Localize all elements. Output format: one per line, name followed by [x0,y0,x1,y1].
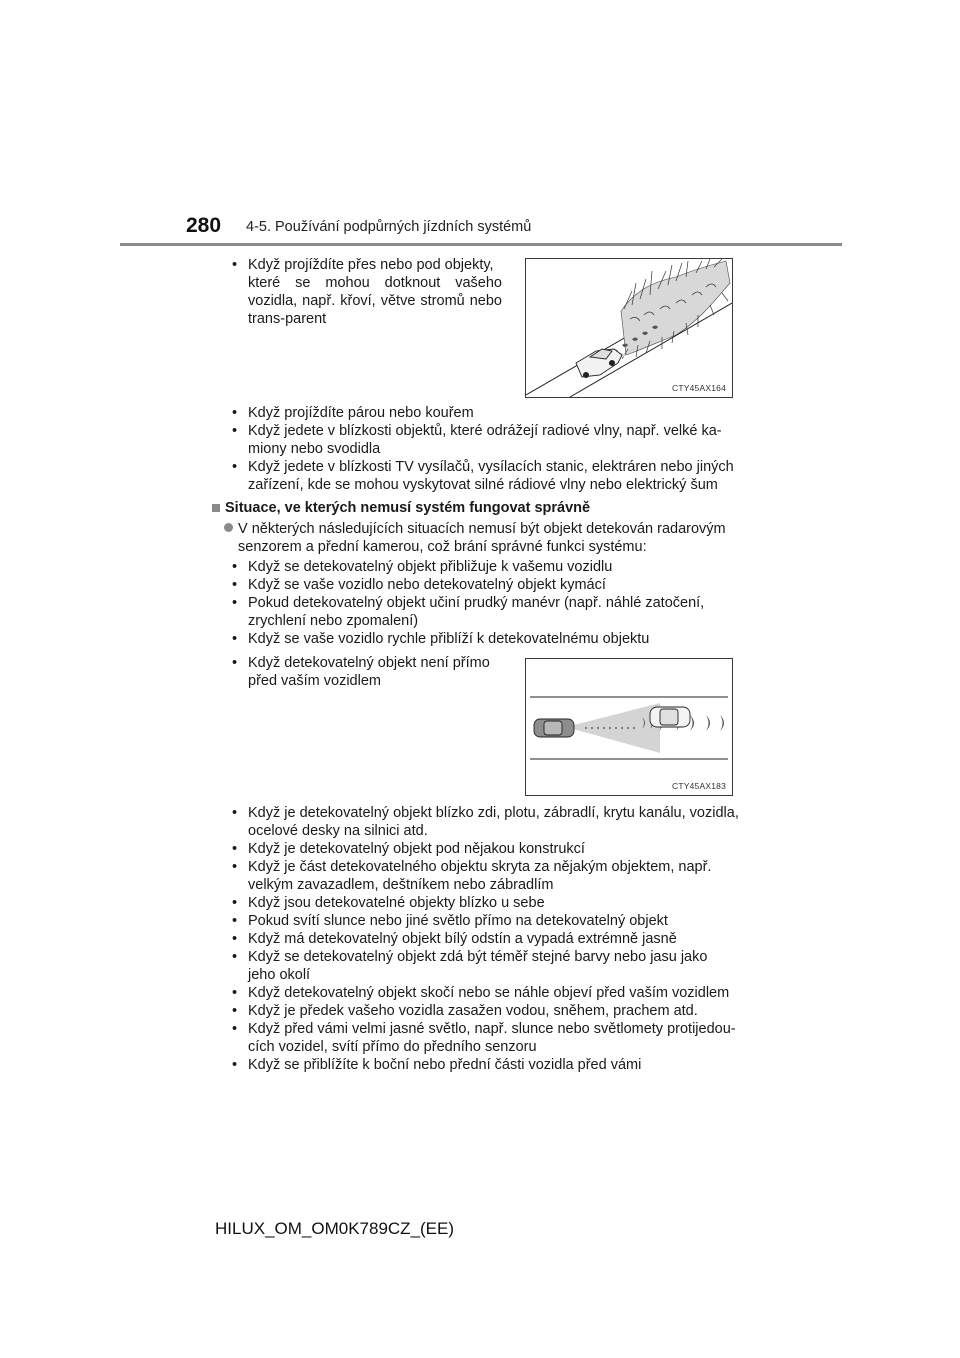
target-car-icon [650,707,690,727]
list-item-line: miony nebo svodidla [248,441,381,457]
intro-line: V některých následujících situacích nemusí být objekt detekován radarovým [238,521,726,537]
figure-offset-vehicle [525,658,733,796]
list-item [230,804,748,840]
document-code: HILUX_OM_OM0K789CZ_(EE) [215,1219,455,1238]
list-item [230,1002,748,1020]
own-car-icon [534,719,574,737]
list-item-line: Když se přiblížíte k boční nebo přední části vozidla před vámi [248,1057,642,1073]
circle-bullet-icon [224,523,233,532]
list-item [230,422,748,458]
list-item-line: ocelové desky na silnici atd. [248,823,428,839]
page-number: 280 [186,214,222,237]
list-item-line: Když jedete v blízkosti objektů, které odrážejí radiové vlny, např. velké ka- [248,423,722,439]
list-conditions-a [230,404,748,494]
list-top [230,256,502,328]
list-item-line: Když detekovatelný objekt není přímo [248,655,490,671]
list-item-line: před vaším vozidlem [248,673,381,689]
list-conditions-c [230,654,502,690]
list-item-line: Když projíždíte párou nebo kouřem [248,405,474,421]
list-item-line: Když je část detekovatelného objektu skryta za nějakým objektem, např. [248,859,712,875]
list-item [230,1056,748,1074]
figure-code: CTY45AX183 [672,781,726,791]
list-item-line: Pokud detekovatelný objekt učiní prudký manévr (např. náhlé zatočení, [248,595,705,611]
square-bullet-icon [212,504,220,512]
list-item [230,912,748,930]
list-item [230,654,502,690]
list-item-line: Pokud svítí slunce nebo jiné světlo přímo na detekovatelný objekt [248,913,668,929]
list-item-line: Když projíždíte přes nebo pod objekty, [248,257,494,273]
list-item-line: jeho okolí [248,967,311,983]
list-item [230,458,748,494]
list-item-line: Když před vámi velmi jasné světlo, např. slunce nebo světlomety protijedou- [248,1021,736,1037]
subsection-heading-text: Situace, ve kterých nemusí systém fungovat správně [225,500,591,516]
list-item-line: Když jedete v blízkosti TV vysílačů, vysílacích stanic, elektráren nebo jiných [248,459,734,475]
figure-code: CTY45AX164 [672,383,726,393]
list-item [230,594,748,630]
list-item [230,1020,748,1056]
list-item-line: Když se vaše vozidlo rychle přiblíží k detekovatelnému objektu [248,631,650,647]
list-item [230,404,748,422]
list-item [230,630,748,648]
section-title: 4-5. Používání podpůrných jízdních systémů [246,219,532,235]
list-item-line: Když se detekovatelný objekt zdá být téměř stejné barvy nebo jasu jako [248,949,708,965]
list-item-line: cích vozidel, svítí přímo do předního senzoru [248,1039,537,1055]
intro-line: senzorem a přední kamerou, což brání správné funkci systému: [238,539,647,555]
list-item-line: velkým zavazadlem, deštníkem nebo zábradlím [248,877,554,893]
subsection-heading [212,500,590,516]
offset-vehicle-illustration [526,659,732,795]
list-item [230,894,748,912]
list-item-line: Když jsou detekovatelné objekty blízko u sebe [248,895,545,911]
car-icon [576,349,622,378]
list-item-line: zařízení, kde se mohou vyskytovat silné rádiové vlny nebo elektrický šum [248,477,718,493]
list-item [230,558,748,576]
list-item [230,930,748,948]
list-item [230,256,502,328]
list-item-line: Když je detekovatelný objekt pod nějakou konstrukcí [248,841,585,857]
list-conditions-d [230,804,748,1074]
list-item-line: zrychlení nebo zpomalení) [248,613,419,629]
list-item-line: které se mohou dotknout vašeho vozidla, např. křoví, větve stromů nebo trans-parent [248,275,502,327]
list-item-line: Když detekovatelný objekt skočí nebo se náhle objeví před vaším vozidlem [248,985,730,1001]
figure-car-brush [525,258,733,398]
header-divider [120,243,842,246]
brush-illustration [526,259,732,397]
list-item [230,840,748,858]
list-item-line: Když se detekovatelný objekt přibližuje k vašemu vozidlu [248,559,613,575]
list-item [230,858,748,894]
list-item-line: Když se vaše vozidlo nebo detekovatelný objekt kymácí [248,577,606,593]
intro-paragraph [224,520,752,556]
list-item-line: Když je předek vašeho vozidla zasažen vodou, sněhem, prachem atd. [248,1003,698,1019]
list-item [230,576,748,594]
list-item-line: Když je detekovatelný objekt blízko zdi, plotu, zábradlí, krytu kanálu, vozidla, [248,805,739,821]
list-item-line: Když má detekovatelný objekt bílý odstín a vypadá extrémně jasně [248,931,677,947]
list-conditions-b [230,558,748,648]
list-item [230,984,748,1002]
list-item [230,948,748,984]
